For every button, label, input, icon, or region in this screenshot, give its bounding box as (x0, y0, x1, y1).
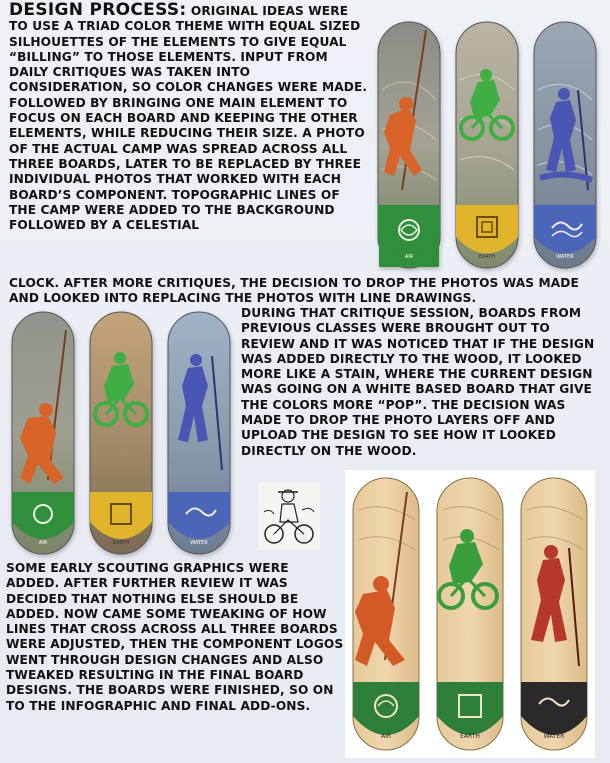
board-label-air: AIR (380, 733, 392, 740)
board-set-photo (370, 20, 606, 272)
board-water (521, 478, 587, 750)
paragraph-scouting-graphics: SOME EARLY SCOUTING GRAPHICS WERE ADDED. AFTER FURTHER REVIEW IT WAS DECIDED THAT NOTHING ELSE SHOULD BE ADDED. NOW CAME SOME TWEAKING OF HOW LINES THAT CROSS ACROSS ALL THREE BOARDS WERE ADJUSTED, THEN THE COMPONENT LOGOS WENT THROUGH DESIGN CHANGES AND ALSO TWEAKED RESULTING IN THE FINAL BOARD DESIGNS. THE BOARDS WERE FINISHED, SO ON TO THE INFOGRAPHIC AND FINAL ADD-ONS. (6, 561, 344, 713)
section-heading: DESIGN PROCESS: (9, 0, 187, 20)
board-air (353, 478, 419, 750)
board-label-earth: EARTH (478, 254, 496, 260)
scout-sketch-icon (258, 482, 320, 550)
board-earth (90, 312, 152, 554)
board-water (168, 312, 230, 554)
paragraph-design-process (9, 0, 369, 233)
board-air (12, 312, 74, 554)
board-set-wood-photo (8, 310, 236, 556)
board-label-earth: EARTH (460, 733, 480, 740)
board-earth (437, 478, 503, 750)
board-label-earth: EARTH (112, 540, 130, 546)
paragraph-critique-session: DURING THAT CRITIQUE SESSION, BOARDS FROM PREVIOUS CLASSES WERE BROUGHT OUT TO REVIEW AND IT WAS NOTICED THAT IF THE DESIGN WAS ADDED DIRECTLY TO THE WOOD, IT LOOKED MORE LIKE A STAIN, WHERE THE CURRENT DESIGN WAS GOING ON A WHITE BASED BOARD THAT GIVE THE COLORS MORE “POP”. THE DECISION WAS MADE TO DROP THE PHOTO LAYERS OFF AND UPLOAD THE DESIGN TO SEE HOW IT LOOKED DIRECTLY ON THE WOOD. (241, 306, 595, 458)
board-set-final-image (345, 470, 595, 758)
board-set-final (345, 470, 595, 758)
board-label-water: WATER (543, 733, 565, 740)
board-set-photo-image (370, 20, 606, 272)
board-air (378, 22, 440, 268)
board-label-air: AIR (404, 254, 414, 260)
scout-sketch-drawing (258, 482, 320, 550)
board-earth (456, 22, 518, 268)
paragraph-1-text: ORIGINAL IDEAS WERE TO USE A TRIAD COLOR THEME WITH EQUAL SIZED SILHOUETTES OF THE ELEMENTS TO GIVE EQUAL “BILLING” TO THOSE ELEMENTS. INPUT FROM DAILY CRITIQUES WAS TAKEN INTO CONSIDERATION, SO COLOR CHANGES WERE MADE. FOLLOWED BY BRINGING ONE MAIN ELEMENT TO FOCUS ON EACH BOARD AND KEEPING THE OTHER ELEMENTS, WHILE REDUCING THEIR SIZE. A PHOTO OF THE ACTUAL CAMP WAS SPREAD ACROSS ALL THREE BOARDS, LATER TO BE REPLACED BY THREE INDIVIDUAL PHOTOS THAT WORKED WITH EACH BOARD’S COMPONENT. TOPOGRAPHIC LINES OF THE CAMP WERE ADDED TO THE BACKGROUND FOLLOWED BY A CELESTIAL (9, 4, 368, 233)
board-set-wood-photo-image (8, 310, 236, 556)
board-water (534, 22, 596, 268)
paragraph-1-continued: CLOCK. AFTER MORE CRITIQUES, THE DECISION TO DROP THE PHOTOS WAS MADE AND LOOKED INTO REPLACING THE PHOTOS WITH LINE DRAWINGS. (9, 276, 579, 306)
board-label-water: WATER (556, 254, 574, 260)
board-label-water: WATER (190, 540, 208, 546)
board-label-air: AIR (38, 540, 48, 546)
